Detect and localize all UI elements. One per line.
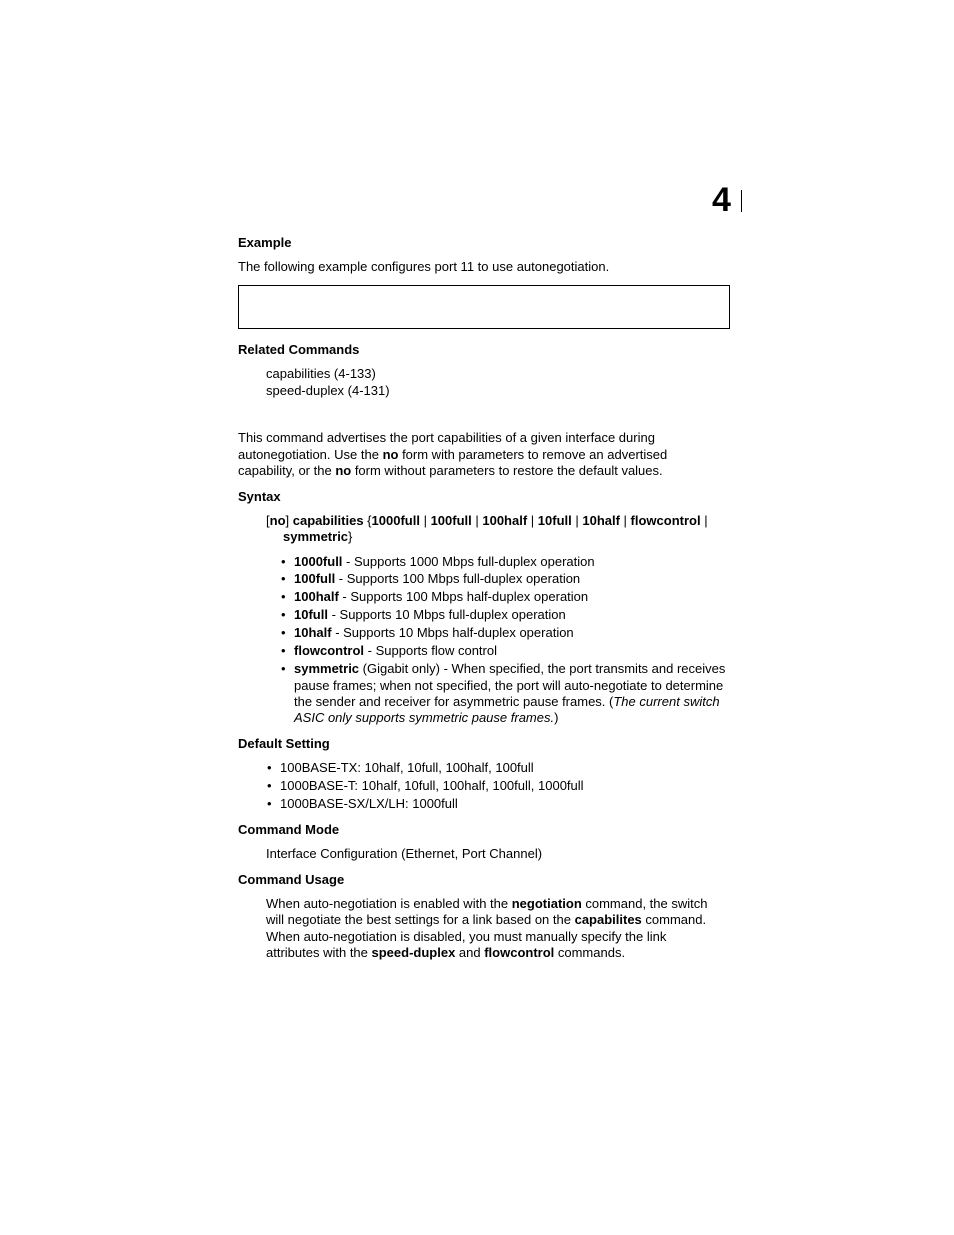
keyword: 10half <box>582 513 620 528</box>
description-line <box>238 463 663 479</box>
syntax-line <box>266 513 708 529</box>
default-setting-heading: Default Setting <box>238 736 330 751</box>
keyword: negotiation <box>511 896 582 911</box>
text: | <box>700 513 708 528</box>
example-text: The following example configures port 11 to use autonegotiation. <box>238 259 610 274</box>
text: form without parameters to restore the default values. <box>351 463 663 478</box>
chapter-marker-bar <box>741 190 742 212</box>
description-line <box>238 430 655 446</box>
text: and <box>455 945 485 960</box>
text: This command advertises the port capabilities of a given interface during <box>238 430 655 445</box>
bullet: • <box>281 661 286 676</box>
text: commands. <box>554 945 626 960</box>
text: [ <box>266 513 270 528</box>
text: | <box>527 513 538 528</box>
list-item <box>281 643 497 659</box>
keyword: 100full <box>430 513 472 528</box>
text: ] <box>285 513 293 528</box>
text: - Supports flow control <box>364 643 497 658</box>
text: - Supports 10 Mbps full-duplex operation <box>327 607 566 622</box>
text: (Gigabit only) - When specified, the port transmits and receives <box>359 661 726 676</box>
list-item <box>267 778 584 794</box>
keyword: 1000full <box>371 513 420 528</box>
text: | <box>619 513 631 528</box>
symmetric-line <box>294 710 558 726</box>
list-item <box>281 571 580 587</box>
text: command. <box>641 912 707 927</box>
list-item <box>281 607 566 623</box>
bullet: • <box>281 571 286 586</box>
command-usage-line <box>266 912 706 928</box>
text: will negotiate the best settings for a link based on the <box>266 912 575 927</box>
keyword: flowcontrol <box>484 945 555 960</box>
command-mode-text: Interface Configuration (Ethernet, Port Channel) <box>266 846 543 861</box>
keyword: 10full <box>537 513 572 528</box>
bullet: • <box>281 625 286 640</box>
text: | <box>419 513 431 528</box>
example-heading: Example <box>238 235 292 250</box>
text: | <box>471 513 483 528</box>
syntax-heading: Syntax <box>238 489 281 504</box>
keyword: capabilities <box>292 513 364 528</box>
description-line <box>238 447 667 463</box>
keyword: 1000full <box>294 554 343 569</box>
command-usage-line <box>266 896 707 912</box>
text: 100BASE-TX: 10half, 10full, 100half, 100full <box>280 760 534 775</box>
text: command, the switch <box>581 896 708 911</box>
related-command-item: speed-duplex (4-131) <box>266 383 390 398</box>
text: capability, or the <box>238 463 336 478</box>
keyword: symmetric <box>283 529 349 544</box>
text: attributes with the <box>266 945 372 960</box>
list-item <box>267 760 534 776</box>
keyword: flowcontrol <box>294 643 365 658</box>
keyword: symmetric <box>294 661 360 676</box>
text: - Supports 100 Mbps full-duplex operation <box>335 571 581 586</box>
example-code-box <box>238 285 730 329</box>
bullet: • <box>267 796 272 811</box>
text: When auto-negotiation is enabled with the <box>266 896 512 911</box>
bullet: • <box>267 760 272 775</box>
list-item <box>281 589 588 605</box>
bullet: • <box>281 589 286 604</box>
keyword: speed-duplex <box>371 945 456 960</box>
text: - Supports 100 Mbps half-duplex operation <box>338 589 589 604</box>
italic-note: ASIC only supports symmetric pause frames. <box>294 710 555 725</box>
keyword: 100half <box>294 589 339 604</box>
syntax-line <box>283 529 352 545</box>
related-command-item: capabilities (4-133) <box>266 366 376 381</box>
list-item <box>281 625 574 641</box>
text: the sender and receiver for asymmetric pause frames. ( <box>294 694 614 709</box>
keyword: capabilites <box>574 912 642 927</box>
text: | <box>571 513 583 528</box>
text: autonegotiation. Use the <box>238 447 383 462</box>
keyword: no <box>269 513 286 528</box>
keyword: no <box>382 447 399 462</box>
text: { <box>363 513 372 528</box>
bullet: • <box>281 607 286 622</box>
bullet: • <box>281 643 286 658</box>
italic-note: The current switch <box>613 694 720 709</box>
command-usage-line: When auto-negotiation is disabled, you must manually specify the link <box>266 929 667 944</box>
list-item <box>267 796 458 812</box>
command-usage-line <box>266 945 625 961</box>
text: 1000BASE-SX/LX/LH: 1000full <box>280 796 458 811</box>
keyword: no <box>335 463 352 478</box>
text: - Supports 1000 Mbps full-duplex operation <box>342 554 595 569</box>
bullet: • <box>267 778 272 793</box>
keyword: 100half <box>482 513 528 528</box>
text: ) <box>554 710 559 725</box>
keyword: 10full <box>294 607 328 622</box>
text: form with parameters to remove an advertised <box>398 447 668 462</box>
bullet: • <box>281 554 286 569</box>
command-usage-heading: Command Usage <box>238 872 345 887</box>
text: - Supports 10 Mbps half-duplex operation <box>331 625 574 640</box>
command-mode-heading: Command Mode <box>238 822 340 837</box>
list-item-symmetric <box>281 661 725 677</box>
text: } <box>348 529 353 544</box>
list-item <box>281 554 595 570</box>
text: 1000BASE-T: 10half, 10full, 100half, 100full, 1000full <box>280 778 584 793</box>
keyword: 10half <box>294 625 332 640</box>
symmetric-line <box>294 694 720 710</box>
keyword: 100full <box>294 571 336 586</box>
keyword: flowcontrol <box>630 513 701 528</box>
related-commands-heading: Related Commands <box>238 342 360 357</box>
chapter-number: 4 <box>712 181 731 219</box>
symmetric-line: pause frames; when not specified, the port will auto-negotiate to determine <box>294 678 724 693</box>
